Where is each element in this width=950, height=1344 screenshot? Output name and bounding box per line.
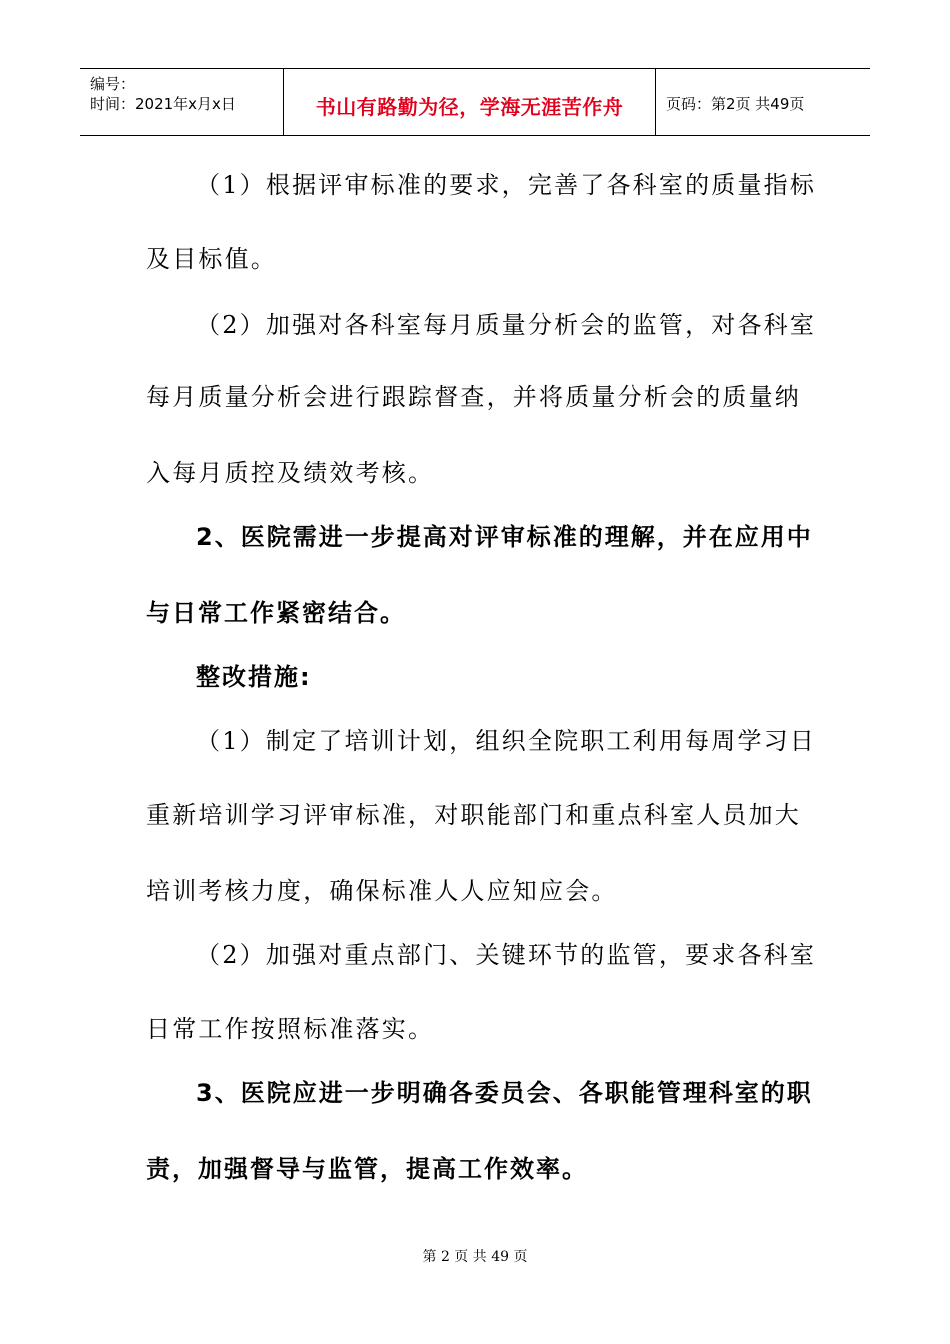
page-header [80,68,870,136]
header-motto-cell [283,69,656,135]
paragraph-line: 入每月质控及绩效考核。 [146,459,435,487]
paragraph-line: 每月质量分析会进行跟踪督查，并将质量分析会的质量纳 [146,383,801,411]
page-footer: 第 2 页 共 49 页 [422,1249,528,1265]
paragraph-line: 日常工作按照标准落实。 [146,1015,435,1043]
number-label: 编号： [90,75,136,93]
paragraph-line: （2）加强对各科室每月质量分析会的监管，对各科室 [196,311,817,339]
header-page-cell [656,69,870,135]
header-info-cell [80,69,283,135]
section-heading-line: 2、医院需进一步提高对评审标准的理解，并在应用中 [196,523,813,551]
paragraph-line: 及目标值。 [146,245,277,273]
section-heading-line: 责，加强督导与监管，提高工作效率。 [146,1155,588,1183]
paragraph-line: 培训考核力度，确保标准人人应知应会。 [146,877,618,905]
section-heading-line: 3、医院应进一步明确各委员会、各职能管理科室的职 [196,1079,813,1107]
measures-heading: 整改措施: [196,663,312,691]
paragraph-line: （1）制定了培训计划，组织全院职工利用每周学习日 [196,727,817,755]
paragraph-line: 重新培训学习评审标准，对职能部门和重点科室人员加大 [146,801,801,829]
paragraph-line: （1）根据评审标准的要求，完善了各科室的质量指标 [196,171,817,199]
page-label: 页码：第2页 共49页 [666,95,805,113]
section-heading-line: 与日常工作紧密结合。 [146,599,406,627]
time-label: 时间：2021年x月x日 [90,95,236,113]
motto-text: 书山有路勤为径，学海无涯苦作舟 [315,95,624,119]
paragraph-line: （2）加强对重点部门、关键环节的监管，要求各科室 [196,941,817,969]
